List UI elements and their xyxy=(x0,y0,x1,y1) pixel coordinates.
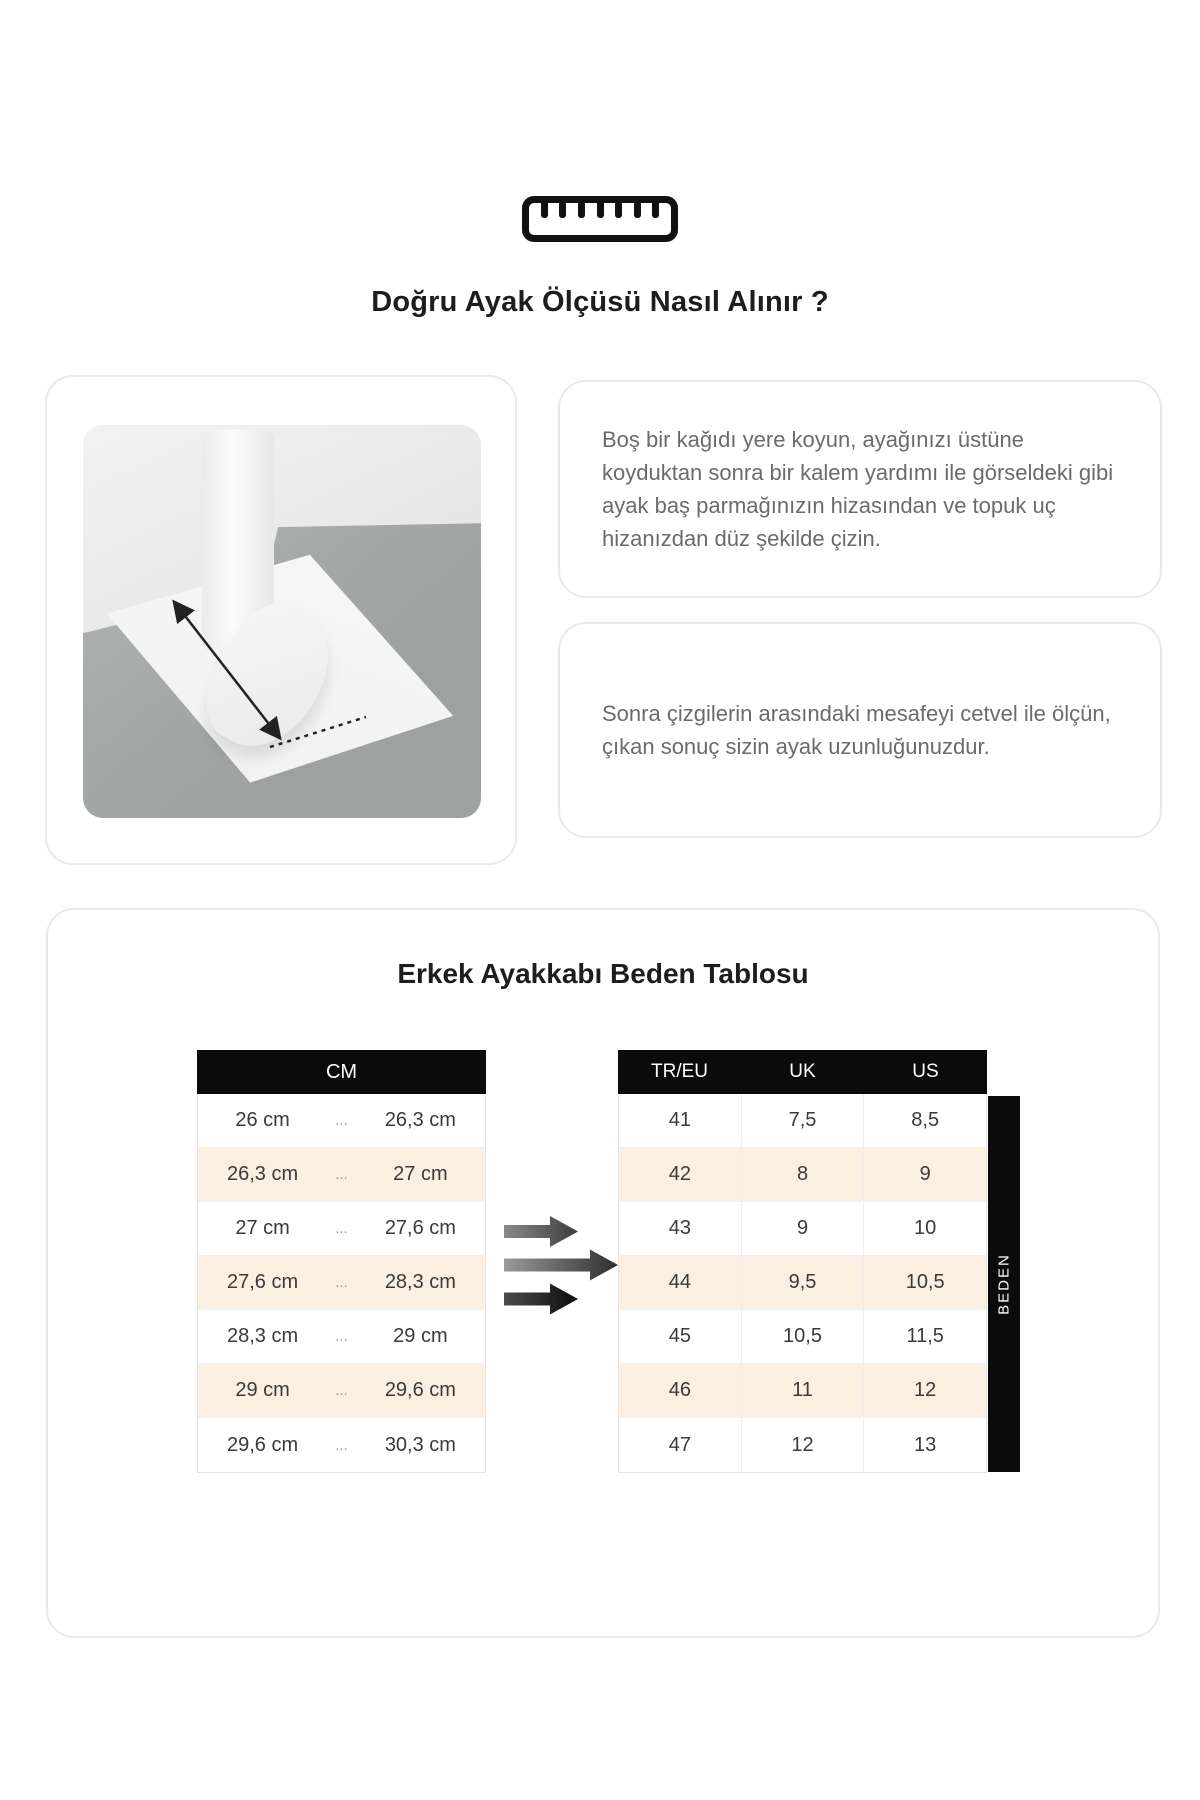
range-separator: ... xyxy=(335,1220,348,1237)
instruction-step2-text: Sonra çizgilerin arasındaki mesafeyi cetvel ile ölçün, çıkan sonuç sizin ayak uzunluğunuzdur. xyxy=(602,701,1111,759)
size-treu: 45 xyxy=(668,1325,691,1347)
size-table-header xyxy=(618,1050,987,1094)
page-title: Doğru Ayak Ölçüsü Nasıl Alınır ? xyxy=(371,286,829,318)
cm-table xyxy=(197,1050,486,1473)
table-row xyxy=(619,1364,986,1418)
table-row xyxy=(619,1310,986,1364)
col-header-treu: TR/EU xyxy=(651,1061,708,1082)
cm-from: 27,6 cm xyxy=(226,1271,299,1293)
instruction-step1-text: Boş bir kağıdı yere koyun, ayağınızı üstüne koyduktan sonra bir kalem yardımı ile görseldeki gibi ayak baş parmağınızın hizasından ve topuk uç hizanızdan düz şekilde çizin. xyxy=(602,427,1114,551)
range-separator: ... xyxy=(335,1436,348,1454)
instruction-card-1 xyxy=(558,380,1162,598)
table-row xyxy=(198,1094,485,1148)
ruler-icon xyxy=(522,196,678,242)
table-row xyxy=(619,1418,986,1472)
size-table-card xyxy=(46,908,1160,1638)
ruler-tick xyxy=(578,203,585,218)
instruction-card-2 xyxy=(558,622,1162,838)
cm-to: 29 cm xyxy=(393,1325,448,1347)
size-treu: 47 xyxy=(668,1433,691,1456)
beden-vertical-bar xyxy=(988,1096,1020,1472)
col-header-uk: UK xyxy=(789,1061,816,1082)
size-uk: 8 xyxy=(741,1148,864,1201)
range-separator: ... xyxy=(335,1274,348,1291)
size-treu: 42 xyxy=(668,1163,691,1185)
ruler-tick xyxy=(615,203,622,218)
size-us: 13 xyxy=(863,1418,986,1472)
cm-to: 27 cm xyxy=(393,1163,448,1185)
cm-to: 28,3 cm xyxy=(384,1271,456,1293)
col-header-us: US xyxy=(912,1061,939,1082)
table-row xyxy=(198,1418,485,1472)
size-uk: 10,5 xyxy=(741,1310,864,1363)
table-row xyxy=(198,1310,485,1364)
size-treu: 44 xyxy=(668,1271,691,1293)
table-row xyxy=(198,1148,485,1202)
table-row xyxy=(619,1256,986,1310)
size-us: 9 xyxy=(863,1148,986,1201)
cm-table-header: CM xyxy=(197,1050,486,1094)
size-uk: 9 xyxy=(741,1202,864,1255)
measure-arrow-icon xyxy=(83,425,481,818)
ruler-tick xyxy=(559,203,566,218)
cm-to: 26,3 cm xyxy=(384,1109,456,1131)
table-row xyxy=(619,1094,986,1148)
cm-table-body xyxy=(197,1094,486,1473)
cm-to: 29,6 cm xyxy=(384,1379,456,1401)
size-uk: 11 xyxy=(741,1364,864,1417)
size-table xyxy=(618,1050,987,1473)
range-separator: ... xyxy=(335,1328,348,1345)
size-us: 10 xyxy=(863,1202,986,1255)
range-separator: ... xyxy=(335,1166,348,1183)
table-row xyxy=(198,1364,485,1418)
cm-from: 29 cm xyxy=(235,1379,290,1401)
table-row xyxy=(619,1202,986,1256)
cm-from: 26 cm xyxy=(235,1109,290,1131)
size-us: 10,5 xyxy=(863,1256,986,1309)
cm-from: 29,6 cm xyxy=(226,1433,299,1456)
cm-to: 27,6 cm xyxy=(384,1217,456,1239)
foot-measurement-photo xyxy=(83,425,481,818)
size-table-body xyxy=(618,1094,987,1473)
size-uk: 12 xyxy=(741,1418,864,1472)
measurement-photo-card xyxy=(45,375,517,865)
range-separator: ... xyxy=(335,1382,348,1399)
ruler-tick xyxy=(652,203,659,218)
cm-from: 28,3 cm xyxy=(226,1325,299,1347)
beden-label: BEDEN xyxy=(995,1253,1013,1315)
ruler-tick xyxy=(597,203,604,218)
transfer-arrows-icon xyxy=(500,1210,620,1320)
size-treu: 46 xyxy=(668,1379,691,1401)
size-treu: 41 xyxy=(668,1109,691,1131)
ruler-tick xyxy=(541,203,548,218)
size-treu: 43 xyxy=(668,1217,691,1239)
size-section-title: Erkek Ayakkabı Beden Tablosu xyxy=(397,958,809,989)
table-row xyxy=(198,1256,485,1310)
cm-to: 30,3 cm xyxy=(384,1433,456,1456)
size-us: 8,5 xyxy=(863,1094,986,1147)
size-uk: 7,5 xyxy=(741,1094,864,1147)
range-separator: ... xyxy=(335,1112,348,1129)
ruler-tick xyxy=(634,203,641,218)
size-uk: 9,5 xyxy=(741,1256,864,1309)
size-us: 12 xyxy=(863,1364,986,1417)
size-us: 11,5 xyxy=(863,1310,986,1363)
cm-from: 27 cm xyxy=(235,1217,290,1239)
cm-from: 26,3 cm xyxy=(226,1163,299,1185)
table-row xyxy=(619,1148,986,1202)
table-row xyxy=(198,1202,485,1256)
